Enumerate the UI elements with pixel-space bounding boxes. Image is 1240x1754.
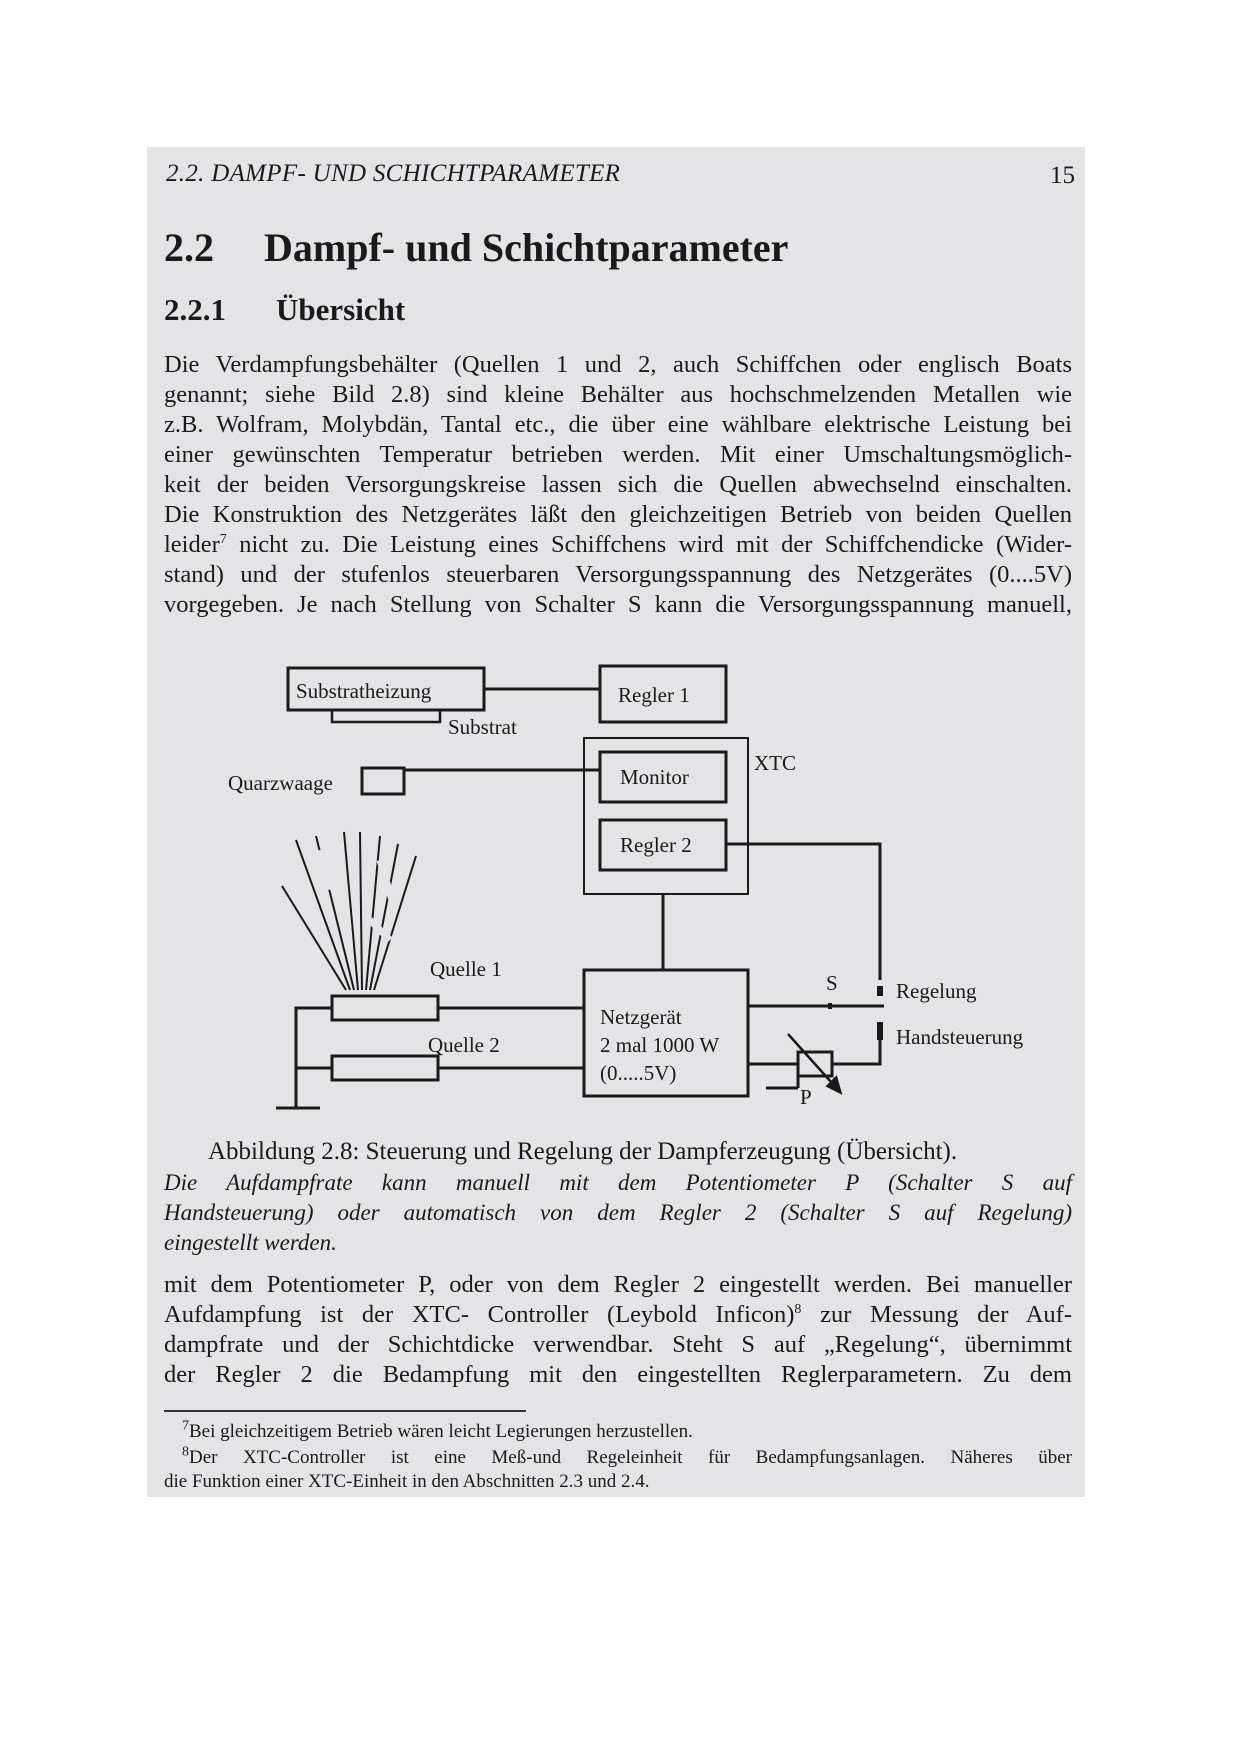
paragraph-1 [164, 350, 1072, 620]
label-netzgeraet-2: 2 mal 1000 W [600, 1033, 720, 1057]
figure-caption-description [164, 1168, 1072, 1258]
section-number: 2.2 [164, 225, 214, 270]
label-quelle2: Quelle 2 [428, 1033, 500, 1057]
label-quelle1: Quelle 1 [430, 957, 502, 981]
footnote-ref-8: 8 [794, 1301, 802, 1317]
label-potentiometer: P [800, 1085, 812, 1109]
page-number: 15 [1050, 162, 1075, 189]
quelle1-box [332, 996, 438, 1020]
text-line: der Regler 2 die Bedampfung mit den eingestellten Reglerparametern. Zu dem [164, 1361, 1072, 1388]
substrat-plate [332, 710, 440, 722]
footnote-text-cont: die Funktion einer XTC-Einheit in den Abschnitten 2.3 und 2.4. [164, 1471, 650, 1492]
label-regler1: Regler 1 [618, 683, 690, 707]
figure-caption: Abbildung 2.8: Steuerung und Regelung der Dampferzeugung (Übersicht). [208, 1138, 958, 1165]
text-line: stand) und der stufenlos steuerbaren Versorgungsspannung des Netzgerätes (0....5V) [164, 561, 1072, 588]
running-header: 2.2. DAMPF- UND SCHICHTPARAMETER [166, 160, 621, 187]
footnote-ref-7: 7 [219, 531, 227, 547]
footnote-text: Der XTC-Controller ist eine Meß-und Regeleinheit für Bedampfungsanlagen. Näheres über [189, 1447, 1072, 1468]
subsection-title: Übersicht [276, 292, 406, 327]
quelle2-box [332, 1056, 438, 1080]
caption-line: Handsteuerung) oder automatisch von dem Regler 2 (Schalter S auf Regelung) [164, 1200, 1072, 1225]
text-fragment: nicht zu. Die Leistung eines Schiffchens wird mit der Schiffchendicke (Wider- [239, 531, 1073, 558]
text-line-with-footnote [164, 1300, 1072, 1330]
footnote-8 [164, 1446, 1072, 1494]
footnote-rule [164, 1410, 526, 1412]
text-fragment: Aufdampfung ist der XTC- Controller (Leybold Inficon) [164, 1301, 795, 1328]
section-title: Dampf- und Schichtparameter [264, 225, 789, 270]
control-diagram [220, 660, 1060, 1120]
label-xtc: XTC [754, 751, 796, 775]
text-fragment: leider [164, 531, 220, 558]
text-fragment: zur Messung der Auf- [801, 1301, 1072, 1328]
section-heading [164, 224, 788, 271]
text-line: einer gewünschten Temperatur betrieben werden. Mit einer Umschaltungsmöglich- [164, 441, 1072, 468]
label-regler2: Regler 2 [620, 833, 692, 857]
text-line-with-footnote [164, 530, 1072, 560]
label-netzgeraet-3: (0.....5V) [600, 1061, 677, 1085]
footnote-mark: 8 [182, 1444, 189, 1460]
label-handsteuerung: Handsteuerung [896, 1025, 1024, 1049]
footnote-7 [164, 1420, 1072, 1444]
text-line: dampfrate und der Schichtdicke verwendbar. Steht S auf „Regelung“, übernimmt [164, 1331, 1072, 1358]
text-line: vorgegeben. Je nach Stellung von Schalter S kann die Versorgungsspannung manuell, [164, 591, 1072, 618]
text-line: Die Verdampfungsbehälter (Quellen 1 und 2, auch Schiffchen oder englisch Boats [164, 351, 1072, 378]
label-netzgeraet-1: Netzgerät [600, 1005, 682, 1029]
text-line: genannt; siehe Bild 2.8) sind kleine Behälter aus hochschmelzenden Metallen wie [164, 381, 1072, 408]
text-line: Die Konstruktion des Netzgerätes läßt den gleichzeitigen Betrieb von beiden Quellen [164, 501, 1072, 528]
footnote-text: Bei gleichzeitigem Betrieb wären leicht Legierungen herzustellen. [189, 1421, 693, 1442]
caption-line: eingestellt werden. [164, 1230, 337, 1255]
label-substratheizung: Substratheizung [296, 679, 432, 703]
footnote-mark: 7 [182, 1418, 189, 1434]
subsection-number: 2.2.1 [164, 292, 226, 327]
text-line: keit der beiden Versorgungskreise lassen sich die Quellen abwechselnd einschalten. [164, 471, 1072, 498]
paragraph-2 [164, 1270, 1072, 1390]
label-quarzwaage: Quarzwaage [228, 771, 333, 795]
label-switch-s: S [826, 971, 838, 995]
subsection-heading [164, 292, 405, 328]
text-line: mit dem Potentiometer P, oder von dem Regler 2 eingestellt werden. Bei manueller [164, 1271, 1072, 1298]
label-monitor: Monitor [620, 765, 689, 789]
text-line: z.B. Wolfram, Molybdän, Tantal etc., die über eine wählbare elektrische Leistung bei [164, 411, 1072, 438]
label-substrat: Substrat [448, 715, 517, 739]
caption-line: Die Aufdampfrate kann manuell mit dem Potentiometer P (Schalter S auf [164, 1170, 1072, 1195]
label-regelung: Regelung [896, 979, 977, 1003]
quarzwaage-box [362, 768, 404, 794]
